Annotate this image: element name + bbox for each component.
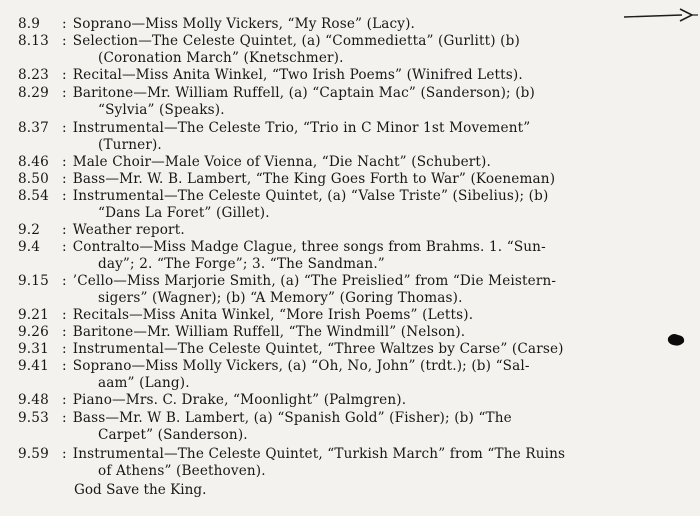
entry-text: Instrumental—The Celeste Quintet, “Three Waltzes by Carse” (Carse) <box>72 341 564 357</box>
program-entry <box>18 16 694 33</box>
entry-continuation: aam” (Lang). <box>98 374 190 391</box>
entry-text: Soprano—Miss Molly Vickers, (a) “Oh, No, John” (trdt.); (b) “Sal- <box>72 358 530 374</box>
entry-colon: : <box>62 154 67 170</box>
entry-time: 8.54 <box>18 188 49 204</box>
program-entry <box>18 33 694 67</box>
entry-text: Recital—Miss Anita Winkel, “Two Irish Poems” (Winifred Letts). <box>72 67 523 83</box>
program-entry <box>18 239 694 273</box>
entry-colon: : <box>62 188 67 204</box>
entry-time: 8.13 <box>18 33 49 49</box>
entry-text: ’Cello—Miss Marjorie Smith, (a) “The Preislied” from “Die Meistern- <box>72 273 557 289</box>
entry-text: Male Choir—Male Voice of Vienna, “Die Nacht” (Schubert). <box>72 154 491 170</box>
entry-continuation: (Turner). <box>98 136 162 153</box>
entry-text: Recitals—Miss Anita Winkel, “More Irish Poems” (Letts). <box>72 307 474 323</box>
entry-time: 9.26 <box>18 324 49 340</box>
entry-time: 8.9 <box>18 16 41 32</box>
entry-time: 9.59 <box>18 446 49 462</box>
entry-colon: : <box>62 120 67 136</box>
entry-colon: : <box>62 67 67 83</box>
entry-time: 8.46 <box>18 154 49 170</box>
program-entry <box>18 392 694 409</box>
program-entry <box>18 154 694 171</box>
entry-continuation: “Sylvia” (Speaks). <box>98 101 225 118</box>
entry-colon: : <box>62 239 67 255</box>
program-entry <box>18 324 694 341</box>
entry-colon: : <box>62 171 67 187</box>
entry-colon: : <box>62 392 67 408</box>
program-entry <box>18 446 694 480</box>
entry-text: Weather report. <box>72 222 185 238</box>
entry-colon: : <box>62 273 67 289</box>
entry-text: Instrumental—The Celeste Quintet, (a) “Valse Triste” (Sibelius); (b) <box>72 188 549 204</box>
program-entry <box>18 410 694 444</box>
entry-time: 9.31 <box>18 341 49 357</box>
entry-text: Contralto—Miss Madge Clague, three songs from Brahms. 1. “Sun- <box>72 239 546 255</box>
entry-text: Instrumental—The Celeste Quintet, “Turkish March” from “The Ruins <box>72 446 566 462</box>
program-entry <box>18 120 694 154</box>
program-entry <box>18 85 694 119</box>
entry-time: 8.29 <box>18 85 49 101</box>
entry-continuation: sigers” (Wagner); (b) “A Memory” (Goring Thomas). <box>98 289 463 306</box>
entry-colon: : <box>62 307 67 323</box>
entry-colon: : <box>62 410 67 426</box>
entry-time: 9.4 <box>18 239 41 255</box>
entry-continuation: (Coronation March” (Knetschmer). <box>98 49 344 66</box>
entry-text: Bass—Mr. W. B. Lambert, “The King Goes Forth to War” (Koeneman) <box>72 171 556 187</box>
entry-continuation: “Dans La Foret” (Gillet). <box>98 204 270 221</box>
entry-colon: : <box>62 33 67 49</box>
entry-colon: : <box>62 341 67 357</box>
ink-blot-icon <box>666 332 686 348</box>
entry-colon: : <box>62 16 67 32</box>
closing-line: God Save the King. <box>74 482 207 498</box>
entry-text: Instrumental—The Celeste Trio, “Trio in C Minor 1st Movement” <box>72 120 531 136</box>
entry-colon: : <box>62 85 67 101</box>
entry-text: Soprano—Miss Molly Vickers, “My Rose” (Lacy). <box>72 16 416 32</box>
entry-text: Baritone—Mr. William Ruffell, “The Windmill” (Nelson). <box>72 324 466 340</box>
entry-continuation: of Athens” (Beethoven). <box>98 462 266 479</box>
program-entry <box>18 67 694 84</box>
program-entry <box>18 358 694 392</box>
entry-colon: : <box>62 446 67 462</box>
entry-time: 9.15 <box>18 273 49 289</box>
entry-continuation: Carpet” (Sanderson). <box>98 426 248 443</box>
entry-continuation: day”; 2. “The Forge”; 3. “The Sandman.” <box>98 255 385 272</box>
entry-text: Baritone—Mr. William Ruffell, (a) “Captain Mac” (Sanderson); (b) <box>72 85 535 101</box>
entry-time: 8.23 <box>18 67 49 83</box>
entry-colon: : <box>62 222 67 238</box>
entry-text: Selection—The Celeste Quintet, (a) “Commedietta” (Gurlitt) (b) <box>72 33 520 49</box>
entry-time: 8.50 <box>18 171 49 187</box>
program-entry <box>18 222 694 239</box>
program-entry <box>18 188 694 222</box>
program-entry <box>18 341 694 358</box>
entry-text: Piano—Mrs. C. Drake, “Moonlight” (Palmgren). <box>72 392 407 408</box>
entry-time: 8.37 <box>18 120 49 136</box>
entry-time: 9.41 <box>18 358 49 374</box>
entry-time: 9.2 <box>18 222 41 238</box>
entry-colon: : <box>62 324 67 340</box>
entry-colon: : <box>62 358 67 374</box>
entry-time: 9.48 <box>18 392 49 408</box>
entry-time: 9.53 <box>18 410 49 426</box>
entry-time: 9.21 <box>18 307 49 323</box>
program-entry <box>18 307 694 324</box>
program-entry <box>18 273 694 307</box>
entry-text: Bass—Mr. W B. Lambert, (a) “Spanish Gold” (Fisher); (b) “The <box>72 410 512 426</box>
program-entry <box>18 171 694 188</box>
